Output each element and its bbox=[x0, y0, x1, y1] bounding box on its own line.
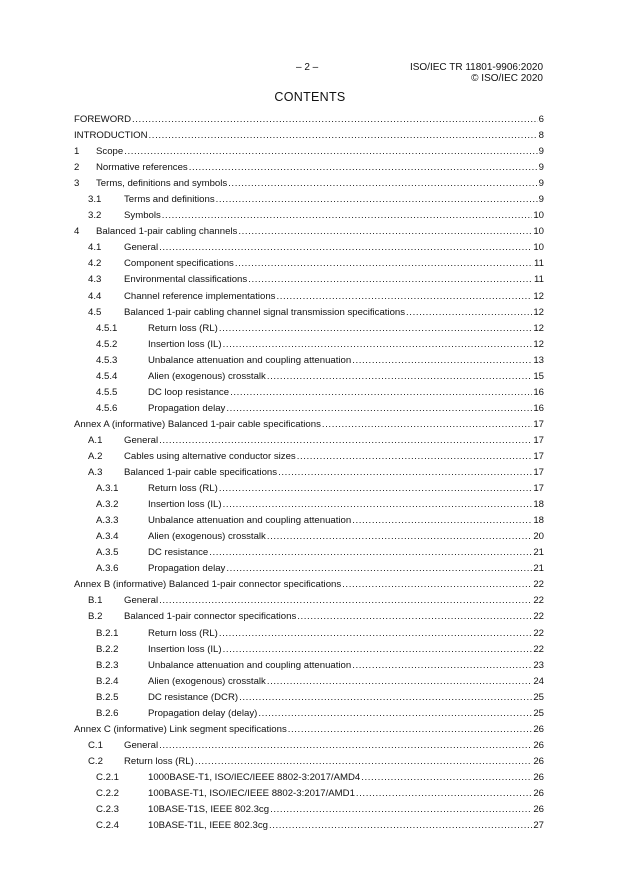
toc-entry-page: 12 bbox=[533, 322, 544, 334]
toc-entry[interactable] bbox=[74, 160, 544, 176]
toc-dot-leader bbox=[356, 787, 532, 800]
toc-entry-number: 4.5.2 bbox=[96, 338, 118, 350]
toc-entry[interactable] bbox=[74, 465, 544, 481]
toc-entry[interactable] bbox=[74, 545, 544, 561]
toc-entry-page: 10 bbox=[533, 210, 544, 222]
toc-dot-leader bbox=[278, 466, 532, 479]
toc-entry-page: 22 bbox=[533, 611, 544, 623]
toc-entry-number: B.2.1 bbox=[96, 627, 119, 639]
toc-entry-title: DC resistance bbox=[148, 547, 209, 559]
toc-entry-title: Terms and definitions bbox=[124, 194, 215, 206]
toc-entry-page: 12 bbox=[533, 338, 544, 350]
toc-entry[interactable] bbox=[74, 321, 544, 337]
toc-dot-leader bbox=[258, 707, 532, 720]
toc-entry[interactable] bbox=[74, 770, 544, 786]
toc-entry-title: Return loss (RL) bbox=[148, 483, 218, 495]
toc-entry[interactable] bbox=[74, 674, 544, 690]
toc-entry-page: 22 bbox=[533, 579, 544, 591]
toc-entry-page: 9 bbox=[538, 178, 544, 190]
toc-entry-number: 4.3 bbox=[88, 274, 102, 286]
toc-entry[interactable] bbox=[74, 128, 544, 144]
toc-entry-page: 8 bbox=[538, 130, 544, 142]
toc-entry[interactable] bbox=[74, 353, 544, 369]
toc-dot-leader bbox=[270, 803, 532, 816]
toc-entry-title: Normative references bbox=[96, 162, 188, 174]
toc-dot-leader bbox=[219, 627, 532, 640]
toc-entry[interactable] bbox=[74, 529, 544, 545]
toc-dot-leader bbox=[132, 113, 538, 126]
toc-entry-page: 9 bbox=[538, 146, 544, 158]
toc-dot-leader bbox=[159, 739, 532, 752]
toc-entry-number: 2 bbox=[74, 162, 80, 174]
toc-dot-leader bbox=[230, 386, 532, 399]
toc-entry-number: A.3.6 bbox=[96, 563, 119, 575]
toc-dot-leader bbox=[219, 482, 532, 495]
toc-dot-leader bbox=[223, 643, 533, 656]
toc-entry-title: Unbalance attenuation and coupling attenuation bbox=[148, 354, 352, 366]
toc-entry-title: Unbalance attenuation and coupling attenuation bbox=[148, 515, 352, 527]
toc-entry-number: B.2 bbox=[88, 611, 103, 623]
toc-dot-leader bbox=[288, 723, 533, 736]
toc-entry-title: INTRODUCTION bbox=[74, 130, 148, 142]
toc-entry-title: Return loss (RL) bbox=[148, 627, 218, 639]
toc-entry[interactable] bbox=[74, 609, 544, 625]
toc-entry[interactable] bbox=[74, 497, 544, 513]
toc-entry-page: 17 bbox=[533, 450, 544, 462]
toc-entry-number: B.2.2 bbox=[96, 643, 119, 655]
toc-entry-title: 10BASE-T1S, IEEE 802.3cg bbox=[148, 804, 270, 816]
toc-entry[interactable] bbox=[74, 112, 544, 128]
toc-entry-title: General bbox=[124, 739, 159, 751]
toc-entry[interactable] bbox=[74, 577, 544, 593]
toc-entry-page: 17 bbox=[533, 418, 544, 430]
toc-entry-number: C.2.4 bbox=[96, 820, 119, 832]
toc-entry[interactable] bbox=[74, 690, 544, 706]
toc-dot-leader bbox=[159, 434, 532, 447]
toc-entry-page: 20 bbox=[533, 531, 544, 543]
toc-entry[interactable] bbox=[74, 417, 544, 433]
toc-entry-number: 4.5 bbox=[88, 306, 102, 318]
standard-designation: ISO/IEC TR 11801-9906:2020 bbox=[409, 62, 543, 73]
toc-entry[interactable] bbox=[74, 337, 544, 353]
toc-entry[interactable] bbox=[74, 593, 544, 609]
toc-entry-title: Balanced 1-pair connector specifications bbox=[124, 611, 297, 623]
page-title: CONTENTS bbox=[274, 90, 346, 104]
toc-entry-page: 27 bbox=[533, 820, 544, 832]
toc-entry-number: B.2.4 bbox=[96, 675, 119, 687]
toc-entry-title: DC resistance (DCR) bbox=[148, 691, 239, 703]
toc-dot-leader bbox=[223, 338, 533, 351]
toc-entry-number: 4 bbox=[74, 226, 80, 238]
toc-entry-title: Insertion loss (IL) bbox=[148, 643, 222, 655]
toc-entry-number: 4.5.1 bbox=[96, 322, 118, 334]
toc-entry-title: Return loss (RL) bbox=[124, 755, 194, 767]
toc-entry[interactable] bbox=[74, 385, 544, 401]
toc-entry-title: Balanced 1-pair cabling channels bbox=[96, 226, 238, 238]
toc-dot-leader bbox=[267, 530, 532, 543]
toc-entry-number: 4.5.3 bbox=[96, 354, 118, 366]
toc-dot-leader bbox=[239, 691, 532, 704]
toc-dot-leader bbox=[352, 514, 532, 527]
toc-entry-page: 26 bbox=[533, 787, 544, 799]
toc-entry-number: A.3.2 bbox=[96, 499, 119, 511]
toc-dot-leader bbox=[124, 145, 537, 158]
toc-entry[interactable] bbox=[74, 449, 544, 465]
toc-entry[interactable] bbox=[74, 224, 544, 240]
toc-entry[interactable] bbox=[74, 738, 544, 754]
toc-entry-number: 4.5.4 bbox=[96, 370, 118, 382]
toc-entry-title: Balanced 1-pair cabling channel signal transmission specifications bbox=[124, 306, 406, 318]
toc-entry-title: Channel reference implementations bbox=[124, 290, 276, 302]
toc-entry-number: 3.1 bbox=[88, 194, 102, 206]
toc-entry-page: 17 bbox=[533, 467, 544, 479]
toc-entry[interactable] bbox=[74, 513, 544, 529]
toc-entry[interactable] bbox=[74, 722, 544, 738]
toc-entry-page: 18 bbox=[533, 515, 544, 527]
toc-entry[interactable] bbox=[74, 256, 544, 272]
toc-dot-leader bbox=[219, 322, 532, 335]
toc-entry[interactable] bbox=[74, 706, 544, 722]
toc-entry-page: 22 bbox=[533, 595, 544, 607]
toc-entry-number: B.2.3 bbox=[96, 659, 119, 671]
toc-entry[interactable] bbox=[74, 626, 544, 642]
toc-dot-leader bbox=[352, 659, 532, 672]
toc-entry-page: 26 bbox=[533, 723, 544, 735]
toc-entry-page: 25 bbox=[533, 707, 544, 719]
toc-entry-number: C.2.2 bbox=[96, 787, 119, 799]
toc-dot-leader bbox=[267, 675, 532, 688]
toc-entry-page: 9 bbox=[538, 162, 544, 174]
toc-entry-page: 26 bbox=[533, 804, 544, 816]
toc-entry-page: 23 bbox=[533, 659, 544, 671]
toc-entry-title: Propagation delay (delay) bbox=[148, 707, 258, 719]
toc-entry-number: A.1 bbox=[88, 434, 103, 446]
toc-entry-number: 4.5.5 bbox=[96, 386, 118, 398]
toc-dot-leader bbox=[235, 257, 533, 270]
toc-entry-title: Annex A (informative) Balanced 1-pair cable specifications bbox=[74, 418, 321, 430]
page-number: – 2 – bbox=[296, 62, 319, 73]
toc-entry-title: General bbox=[124, 434, 159, 446]
toc-entry-number: C.2.3 bbox=[96, 804, 119, 816]
toc-dot-leader bbox=[322, 418, 532, 431]
toc-entry-page: 10 bbox=[533, 226, 544, 238]
toc-entry-title: General bbox=[124, 242, 159, 254]
toc-entry-title: Alien (exogenous) crosstalk bbox=[148, 370, 266, 382]
toc-dot-leader bbox=[216, 193, 538, 206]
toc-dot-leader bbox=[297, 450, 533, 463]
toc-entry-page: 11 bbox=[534, 258, 544, 270]
toc-entry-title: Balanced 1-pair cable specifications bbox=[124, 467, 278, 479]
toc-entry-title: Unbalance attenuation and coupling attenuation bbox=[148, 659, 352, 671]
toc-dot-leader bbox=[269, 819, 532, 832]
toc-dot-leader bbox=[162, 209, 533, 222]
toc-entry-page: 26 bbox=[533, 771, 544, 783]
toc-entry-page: 25 bbox=[533, 691, 544, 703]
toc-entry[interactable] bbox=[74, 786, 544, 802]
toc-entry-page: 16 bbox=[533, 402, 544, 414]
copyright-notice: © ISO/IEC 2020 bbox=[471, 73, 543, 84]
toc-entry-page: 26 bbox=[533, 739, 544, 751]
toc-entry-number: A.3.1 bbox=[96, 483, 119, 495]
toc-entry-number: A.3.5 bbox=[96, 547, 119, 559]
toc-entry[interactable] bbox=[74, 240, 544, 256]
toc-entry-title: Propagation delay bbox=[148, 402, 226, 414]
toc-dot-leader bbox=[361, 771, 532, 784]
toc-entry-page: 26 bbox=[533, 755, 544, 767]
toc-dot-leader bbox=[149, 129, 538, 142]
toc-dot-leader bbox=[352, 354, 532, 367]
toc-entry-page: 16 bbox=[533, 386, 544, 398]
toc-entry-number: B.2.5 bbox=[96, 691, 119, 703]
toc-entry-page: 15 bbox=[533, 370, 544, 382]
toc-entry-number: B.1 bbox=[88, 595, 103, 607]
toc-entry[interactable] bbox=[74, 642, 544, 658]
toc-entry-number: B.2.6 bbox=[96, 707, 119, 719]
toc-dot-leader bbox=[342, 578, 532, 591]
toc-dot-leader bbox=[267, 370, 532, 383]
toc-dot-leader bbox=[209, 546, 532, 559]
toc-entry-number: 4.1 bbox=[88, 242, 102, 254]
toc-entry-page: 9 bbox=[538, 194, 544, 206]
toc-entry-number: C.2 bbox=[88, 755, 103, 767]
toc-entry[interactable] bbox=[74, 481, 544, 497]
toc-entry-number: C.2.1 bbox=[96, 771, 119, 783]
toc-entry-title: Insertion loss (IL) bbox=[148, 338, 222, 350]
toc-dot-leader bbox=[195, 755, 532, 768]
toc-entry-page: 21 bbox=[533, 563, 544, 575]
toc-dot-leader bbox=[248, 273, 533, 286]
toc-entry[interactable] bbox=[74, 144, 544, 160]
toc-entry-title: DC loop resistance bbox=[148, 386, 230, 398]
toc-entry-page: 17 bbox=[533, 483, 544, 495]
toc-dot-leader bbox=[297, 610, 532, 623]
toc-entry-title: Annex C (informative) Link segment specifications bbox=[74, 723, 287, 735]
toc-entry[interactable] bbox=[74, 305, 544, 321]
toc-entry-page: 6 bbox=[538, 114, 544, 125]
toc-dot-leader bbox=[223, 498, 533, 511]
toc-entry[interactable] bbox=[74, 818, 544, 834]
toc-entry-title: Return loss (RL) bbox=[148, 322, 218, 334]
toc-entry-title: Environmental classifications bbox=[124, 274, 248, 286]
toc-entry-number: 3 bbox=[74, 178, 80, 190]
toc-entry-number: A.2 bbox=[88, 450, 103, 462]
toc-entry[interactable] bbox=[74, 192, 544, 208]
toc-entry-page: 17 bbox=[533, 434, 544, 446]
toc-entry[interactable] bbox=[74, 176, 544, 192]
toc-entry-number: A.3.3 bbox=[96, 515, 119, 527]
toc-dot-leader bbox=[159, 594, 532, 607]
toc-entry-title: Insertion loss (IL) bbox=[148, 499, 222, 511]
table-of-contents bbox=[74, 112, 544, 834]
toc-dot-leader bbox=[238, 225, 532, 238]
toc-entry-title: Scope bbox=[96, 146, 124, 158]
toc-dot-leader bbox=[406, 306, 532, 319]
toc-entry[interactable] bbox=[74, 208, 544, 224]
toc-entry-number: 1 bbox=[74, 146, 80, 158]
toc-entry-page: 13 bbox=[533, 354, 544, 366]
toc-entry[interactable] bbox=[74, 561, 544, 577]
toc-entry-title: FOREWORD bbox=[74, 114, 132, 125]
toc-dot-leader bbox=[226, 562, 532, 575]
toc-entry-page: 12 bbox=[533, 306, 544, 318]
toc-entry[interactable] bbox=[74, 802, 544, 818]
toc-entry-number: 3.2 bbox=[88, 210, 102, 222]
toc-entry[interactable] bbox=[74, 369, 544, 385]
toc-entry[interactable] bbox=[74, 272, 544, 288]
toc-entry-page: 21 bbox=[533, 547, 544, 559]
toc-entry[interactable] bbox=[74, 401, 544, 417]
toc-entry-number: A.3 bbox=[88, 467, 103, 479]
toc-entry-page: 12 bbox=[533, 290, 544, 302]
toc-entry[interactable] bbox=[74, 754, 544, 770]
toc-entry[interactable] bbox=[74, 289, 544, 305]
toc-entry-page: 22 bbox=[533, 627, 544, 639]
toc-entry[interactable] bbox=[74, 658, 544, 674]
toc-entry-title: Symbols bbox=[124, 210, 161, 222]
toc-dot-leader bbox=[228, 177, 537, 190]
toc-dot-leader bbox=[189, 161, 538, 174]
toc-entry-page: 18 bbox=[533, 499, 544, 511]
toc-entry-title: 10BASE-T1L, IEEE 802.3cg bbox=[148, 820, 268, 832]
toc-entry-page: 11 bbox=[534, 274, 544, 286]
toc-entry[interactable] bbox=[74, 433, 544, 449]
toc-dot-leader bbox=[159, 241, 532, 254]
toc-entry-page: 10 bbox=[533, 242, 544, 254]
toc-entry-number: 4.2 bbox=[88, 258, 102, 270]
toc-entry-page: 22 bbox=[533, 643, 544, 655]
toc-entry-title: Terms, definitions and symbols bbox=[96, 178, 228, 190]
toc-dot-leader bbox=[276, 290, 532, 303]
toc-entry-title: Annex B (informative) Balanced 1-pair connector specifications bbox=[74, 579, 342, 591]
toc-entry-number: A.3.4 bbox=[96, 531, 119, 543]
toc-entry-title: Alien (exogenous) crosstalk bbox=[148, 675, 266, 687]
toc-entry-title: 100BASE-T1, ISO/IEC/IEEE 8802-3:2017/AMD1 bbox=[148, 787, 355, 799]
toc-entry-number: 4.5.6 bbox=[96, 402, 118, 414]
toc-entry-title: 1000BASE-T1, ISO/IEC/IEEE 8802-3:2017/AMD4 bbox=[148, 771, 361, 783]
toc-entry-title: Propagation delay bbox=[148, 563, 226, 575]
toc-dot-leader bbox=[226, 402, 532, 415]
toc-entry-page: 24 bbox=[533, 675, 544, 687]
toc-entry-number: 4.4 bbox=[88, 290, 102, 302]
toc-entry-title: General bbox=[124, 595, 159, 607]
toc-entry-title: Cables using alternative conductor sizes bbox=[124, 450, 296, 462]
toc-entry-number: C.1 bbox=[88, 739, 103, 751]
toc-entry-title: Alien (exogenous) crosstalk bbox=[148, 531, 266, 543]
toc-entry-title: Component specifications bbox=[124, 258, 234, 270]
